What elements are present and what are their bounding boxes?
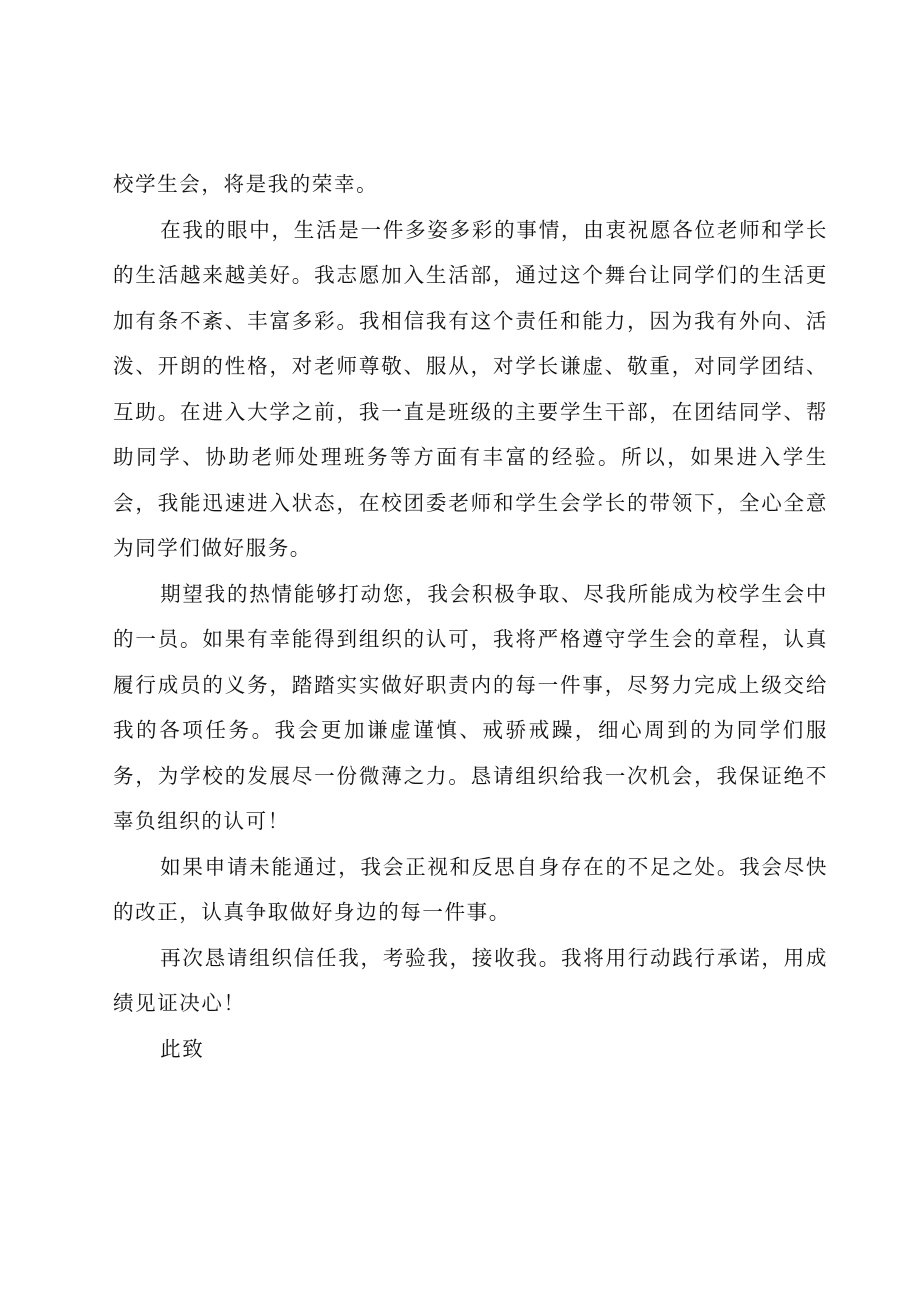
paragraph-if-rejected: 如果申请未能通过，我会正视和反思自身存在的不足之处。我会尽快的改正，认真争取做好身边的每一件事。 — [113, 854, 828, 924]
paragraph-salutation: 此致 — [160, 1036, 205, 1061]
paragraph-closing-request: 再次恳请组织信任我，考验我，接收我。我将用行动践行承诺，用成绩见证决心！ — [113, 945, 828, 1015]
paragraph-life-department: 在我的眼中，生活是一件多姿多彩的事情，由衷祝愿各位老师和学长的生活越来越美好。我志愿加入生活部，通过这个舞台让同学们的生活更加有条不紊、丰富多彩。我相信我有这个责任和能力，因为我有外向、活泼、开朗的性格，对老师尊敬、服从，对学长谦虚、敬重，对同学团结、互助。在进入大学之前，我一直是班级的主要学生干部，在团结同学、帮助同学、协助老师处理班务等方面有丰富的经验。所以，如果进入学生会，我能迅速进入状态，在校团委老师和学生会学长的带领下，全心全意为同学们做好服务。 — [113, 217, 828, 560]
paragraph-continuation: 校学生会，将是我的荣幸。 — [113, 172, 379, 196]
letter-body — [113, 162, 828, 1072]
paragraph-commitment: 期望我的热情能够打动您，我会积极争取、尽我所能成为校学生会中的一员。如果有幸能得到组织的认可，我将严格遵守学生会的章程，认真履行成员的义务，踏踏实实做好职责内的每一件事，尽努力完成上级交给我的各项任务。我会更加谦虚谨慎、戒骄戒躁，细心周到的为同学们服务，为学校的发展尽一份微薄之力。恳请组织给我一次机会，我保证绝不辜负组织的认可！ — [113, 581, 828, 833]
